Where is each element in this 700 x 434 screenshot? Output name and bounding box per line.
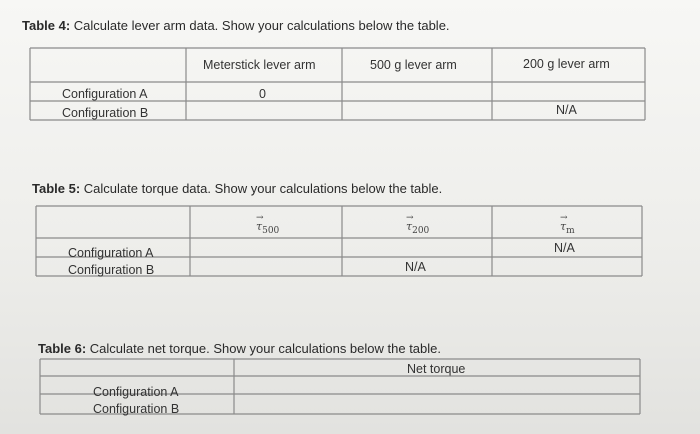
table5-caption — [32, 181, 442, 196]
table6-caption — [38, 341, 441, 356]
table5-header-taum: → $\tau_m$ — [560, 213, 575, 237]
table4-row-b-label: Configuration B — [62, 106, 149, 120]
table4-header-500g: 500 g lever arm — [370, 58, 457, 72]
table6-header-net-torque: Net torque — [407, 362, 466, 376]
table5-row-b-label: Configuration B — [68, 263, 155, 277]
table4-header-meterstick: Meterstick lever arm — [203, 58, 316, 72]
table5-caption-text: Calculate torque data. Show your calculations below the table. — [80, 181, 443, 196]
table4-caption-text: Calculate lever arm data. Show your calculations below the table. — [70, 18, 450, 33]
tau-symbol: τ — [560, 220, 567, 233]
table5-caption-label: Table 5: — [32, 181, 81, 196]
table6-caption-label: Table 6: — [38, 341, 87, 356]
tau-subscript: m — [566, 226, 575, 237]
table4-caption-label: Table 4: — [22, 18, 71, 33]
table6-row-b-label: Configuration B — [93, 402, 180, 416]
table6-caption-text: Calculate net torque. Show your calculations below the table. — [86, 341, 441, 356]
table6-row-a-label: Configuration A — [93, 385, 179, 399]
table4-row-b-200g[interactable]: N/A — [556, 103, 577, 117]
table5-header-tau200: → $\tau_{200}$ — [406, 213, 430, 237]
table4-row-a-label: Configuration A — [62, 87, 148, 101]
tau-subscript: 200 — [412, 226, 430, 237]
table5-header-tau500: → $\tau_{500}$ — [256, 213, 280, 237]
tau-symbol: τ — [256, 220, 263, 233]
table4-header-200g: 200 g lever arm — [523, 57, 610, 71]
table5-row-b-tau200[interactable]: N/A — [405, 260, 426, 274]
table5-row-a-taum[interactable]: N/A — [554, 241, 575, 255]
tau-subscript: 500 — [262, 226, 280, 237]
table4-row-a-meterstick[interactable]: 0 — [259, 87, 266, 101]
table5-row-a-label: Configuration A — [68, 246, 154, 260]
tau-symbol: τ — [406, 220, 413, 233]
